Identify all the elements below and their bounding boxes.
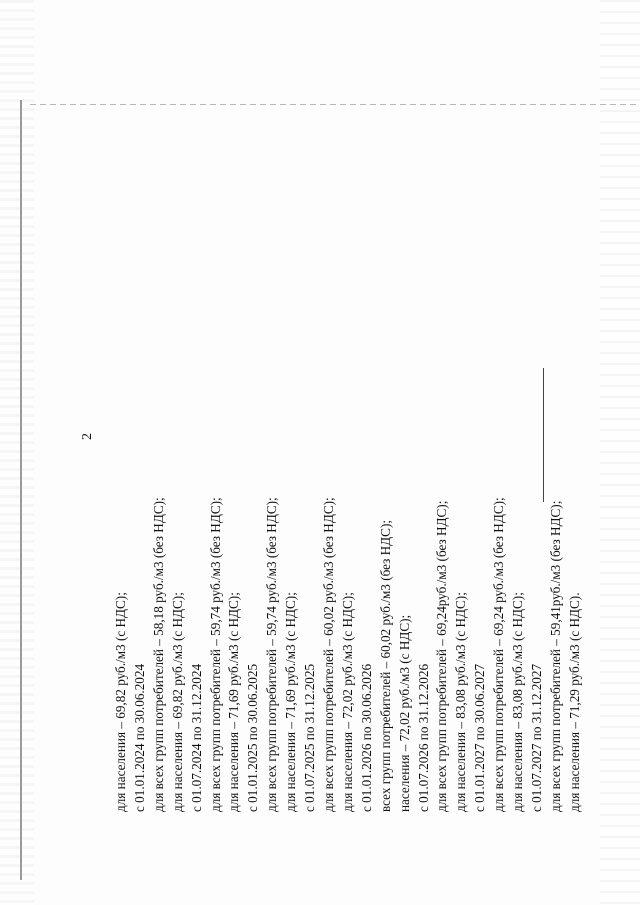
text-line: с 01.07.2027 по 31.12.2027: [528, 663, 544, 812]
text-line: с 01.01.2027 по 30.06.2027: [472, 663, 488, 812]
text-line: с 01.07.2026 по 31.12.2026: [415, 663, 431, 812]
text-line: для населения – 71,69 руб./м3 (с НДС);: [283, 592, 299, 812]
text-line: для всех групп потребителей – 69,24руб./м3 (без НДС);: [434, 500, 450, 812]
text-line: для всех групп потребителей – 59,74 руб./м3 (без НДС);: [264, 497, 280, 812]
scan-margin-line: [20, 100, 22, 880]
text-line: для населения – 72,02 руб./м3 (с НДС);: [339, 592, 355, 812]
page-number: 2: [80, 433, 95, 440]
text-line: населения – 72,02 руб./м3 (с НДС);: [396, 614, 412, 812]
text-line: для всех групп потребителей – 69,24 руб./м3 (без НДС);: [491, 497, 507, 812]
text-line: с 01.07.2024 по 31.12.2024: [188, 663, 204, 812]
text-line: с 01.01.2024 по 30.06.2024: [131, 663, 147, 812]
text-line: для всех групп потребителей – 58,18 руб./м3 (без НДС);: [150, 497, 166, 812]
scan-top-line: [30, 104, 640, 105]
text-line: для всех групп потребителей – 59,74 руб./м3 (без НДС);: [207, 497, 223, 812]
text-line: для населения – 69,82 руб./м3 (с НДС);: [169, 592, 185, 812]
text-line: для населения – 83,08 руб./м3 (с НДС);: [510, 592, 526, 812]
text-line: для всех групп потребителей – 59,41руб./м3 (без НДС);: [547, 500, 563, 812]
text-line: для населения – 71,69 руб./м3 (с НДС);: [226, 592, 242, 812]
scan-edge-right: [600, 0, 640, 905]
text-line: для населения – 69,82 руб./м3 (с НДС);: [113, 592, 128, 812]
text-line: с 01.01.2025 по 30.06.2025: [245, 663, 261, 812]
scan-edge-left: [0, 0, 34, 905]
tariff-text-block: [112, 342, 585, 812]
text-line: для всех групп потребителей – 60,02 руб./м3 (без НДС);: [320, 497, 336, 812]
text-line: с 01.01.2026 по 30.06.2026: [358, 663, 374, 812]
text-line: с 01.07.2025 по 31.12.2025: [302, 663, 318, 812]
text-line: всех групп потребителей – 60,02 руб./м3 (без НДС);: [377, 519, 393, 812]
text-line: для населения – 83,08 руб./м3 (с НДС);: [453, 592, 469, 812]
text-line: для населения – 71,29 руб./м3 (с НДС).: [566, 592, 582, 812]
